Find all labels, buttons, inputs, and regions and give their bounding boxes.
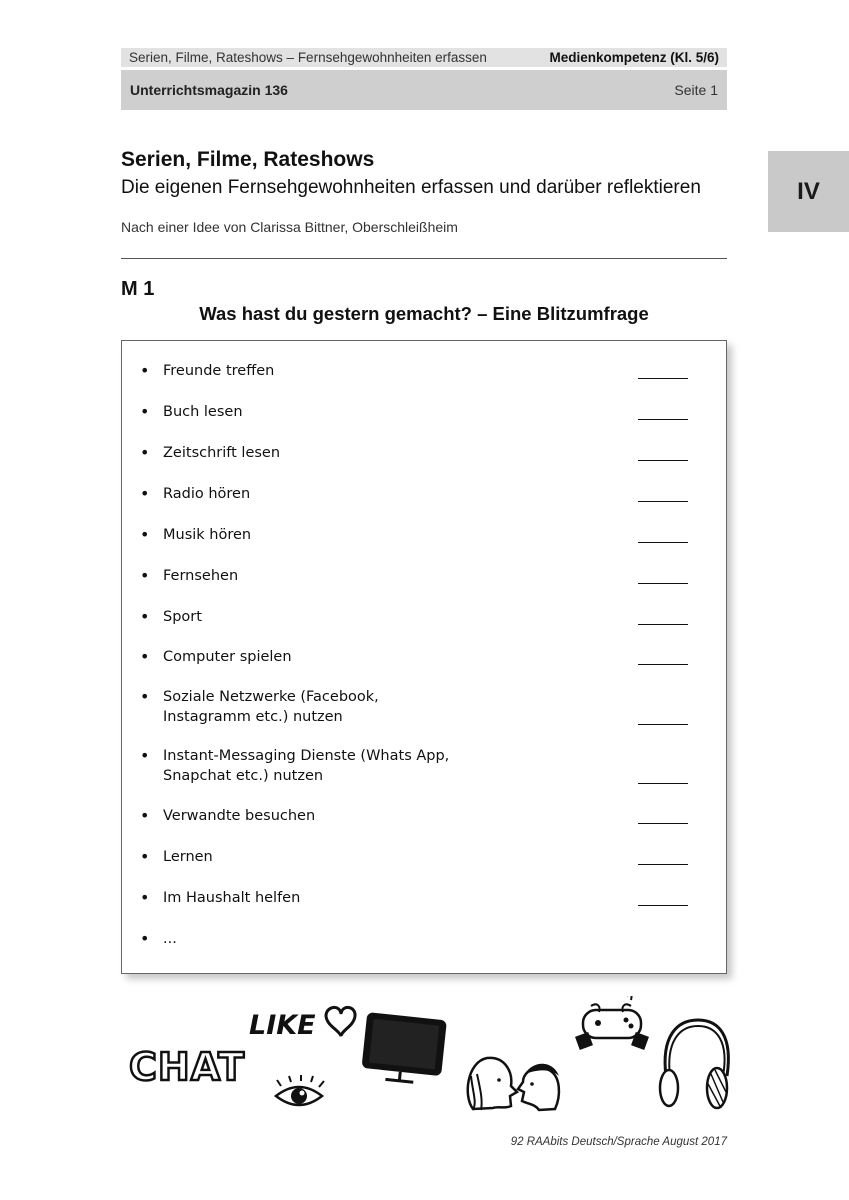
answer-blank[interactable] bbox=[638, 823, 688, 824]
answer-blank[interactable] bbox=[638, 783, 688, 784]
survey-item-label bbox=[163, 484, 603, 504]
material-heading: Was hast du gestern gemacht? – Eine Blitzumfrage bbox=[199, 303, 649, 324]
survey-item-line1: Freunde treffen bbox=[163, 363, 275, 379]
survey-item-label bbox=[163, 647, 603, 667]
survey-item-label bbox=[163, 361, 603, 381]
survey-item-line1: Verwandte besuchen bbox=[163, 808, 316, 824]
answer-blank[interactable] bbox=[638, 542, 688, 543]
like-heart-lettering-icon bbox=[249, 1007, 355, 1041]
answer-blank[interactable] bbox=[638, 378, 688, 379]
bullet-icon: • bbox=[140, 566, 150, 585]
survey-item-label bbox=[163, 687, 603, 727]
two-faces-icon bbox=[468, 1058, 559, 1110]
survey-item-label bbox=[163, 607, 603, 627]
survey-item-line1: ... bbox=[163, 931, 177, 947]
bullet-icon: • bbox=[140, 443, 150, 462]
survey-item-label bbox=[163, 525, 603, 545]
survey-item-line1: Im Haushalt helfen bbox=[163, 890, 301, 906]
survey-item-label bbox=[163, 929, 603, 949]
answer-blank[interactable] bbox=[638, 419, 688, 420]
footer-credit: 92 RAAbits Deutsch/Sprache August 2017 bbox=[510, 1136, 727, 1148]
survey-item-line1: Sport bbox=[163, 609, 202, 625]
answer-blank[interactable] bbox=[638, 864, 688, 865]
section-tab: IV bbox=[768, 151, 849, 232]
author-credit: Nach einer Idee von Clarissa Bittner, Oberschleißheim bbox=[121, 219, 458, 235]
answer-blank[interactable] bbox=[638, 460, 688, 461]
survey-item-label bbox=[163, 443, 603, 463]
survey-item-line1: Musik hören bbox=[163, 527, 252, 543]
chat-word: CHAT bbox=[129, 1045, 246, 1089]
bullet-icon: • bbox=[140, 402, 150, 421]
survey-item-line2: Snapchat etc.) nutzen bbox=[163, 768, 324, 784]
answer-blank[interactable] bbox=[638, 905, 688, 906]
divider bbox=[121, 258, 727, 259]
bullet-icon: • bbox=[140, 525, 150, 544]
survey-item-line1: Lernen bbox=[163, 849, 213, 865]
bullet-icon: • bbox=[140, 361, 150, 380]
headphones-icon bbox=[660, 1020, 728, 1108]
page-number: Seite 1 bbox=[674, 82, 718, 98]
tablet-icon bbox=[361, 1012, 447, 1085]
chat-lettering-icon bbox=[129, 1045, 245, 1089]
bullet-icon: • bbox=[140, 806, 150, 825]
bullet-icon: • bbox=[140, 847, 150, 866]
running-header bbox=[121, 48, 727, 67]
answer-blank[interactable] bbox=[638, 624, 688, 625]
bullet-icon: • bbox=[140, 484, 150, 503]
answer-blank[interactable] bbox=[638, 664, 688, 665]
survey-box bbox=[121, 340, 727, 974]
media-illustration bbox=[121, 996, 736, 1116]
survey-item-label bbox=[163, 746, 603, 786]
survey-item-line1: Instant-Messaging Dienste (Whats App, bbox=[163, 748, 450, 764]
survey-item-line1: Fernsehen bbox=[163, 568, 239, 584]
material-label: M 1 bbox=[121, 278, 155, 300]
survey-item-line1: Soziale Netzwerke (Facebook, bbox=[163, 689, 379, 705]
survey-item-label bbox=[163, 566, 603, 586]
bullet-icon: • bbox=[140, 687, 150, 706]
page-subtitle: Die eigenen Fernsehgewohnheiten erfassen und darüber reflektieren bbox=[121, 177, 701, 198]
eye-icon bbox=[276, 1075, 324, 1105]
survey-item-label bbox=[163, 402, 603, 422]
header-subject: Medienkompetenz (Kl. 5/6) bbox=[549, 50, 719, 65]
magazine-title: Unterrichtsmagazin 136 bbox=[130, 82, 288, 98]
page-title: Serien, Filme, Rateshows bbox=[121, 148, 375, 171]
game-controller-icon bbox=[575, 996, 649, 1050]
bullet-icon: • bbox=[140, 888, 150, 907]
survey-item-line1: Zeitschrift lesen bbox=[163, 445, 281, 461]
magazine-bar bbox=[121, 70, 727, 110]
survey-item-label bbox=[163, 847, 603, 867]
survey-item-line1: Computer spielen bbox=[163, 649, 292, 665]
bullet-icon: • bbox=[140, 929, 150, 948]
survey-item-line1: Buch lesen bbox=[163, 404, 243, 420]
bullet-icon: • bbox=[140, 607, 150, 626]
header-topic: Serien, Filme, Rateshows – Fernsehgewohnheiten erfassen bbox=[129, 50, 487, 65]
bullet-icon: • bbox=[140, 647, 150, 666]
survey-item-label bbox=[163, 888, 603, 908]
survey-item-label bbox=[163, 806, 603, 826]
survey-item-line2: Instagramm etc.) nutzen bbox=[163, 709, 343, 725]
survey-item-line1: Radio hören bbox=[163, 486, 251, 502]
bullet-icon: • bbox=[140, 746, 150, 765]
answer-blank[interactable] bbox=[638, 501, 688, 502]
like-word: LIKE bbox=[249, 1010, 316, 1041]
answer-blank[interactable] bbox=[638, 724, 688, 725]
answer-blank[interactable] bbox=[638, 583, 688, 584]
